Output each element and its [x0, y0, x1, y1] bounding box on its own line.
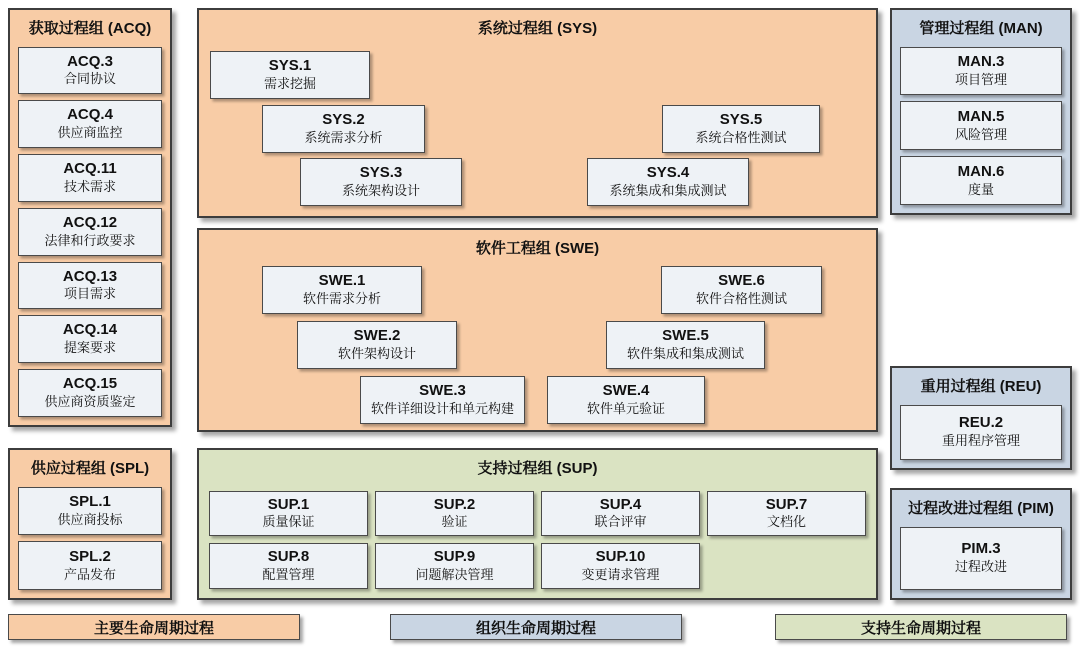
process-name: 系统合格性测试 — [695, 129, 787, 145]
legend-organizational-lifecycle: 组织生命周期过程 — [390, 614, 682, 640]
panel-sup — [197, 448, 878, 600]
process-pim-3 — [900, 527, 1062, 591]
process-code: SYS.1 — [268, 57, 312, 75]
process-swe-2 — [297, 321, 457, 369]
panel-swe — [197, 228, 878, 432]
process-code: SYS.3 — [359, 164, 403, 182]
process-code: ACQ.12 — [62, 213, 118, 231]
process-name: 系统需求分析 — [304, 129, 383, 145]
process-sys-4 — [587, 158, 749, 206]
process-code: SYS.4 — [646, 164, 690, 182]
process-code: SUP.10 — [595, 548, 646, 566]
process-code: SUP.9 — [433, 548, 476, 566]
process-code: ACQ.11 — [63, 160, 117, 178]
process-sup-8 — [209, 543, 368, 589]
process-spl-1 — [18, 487, 162, 536]
process-name: 供应商投标 — [57, 511, 123, 527]
process-code: SPL.2 — [69, 547, 111, 565]
process-name: 法律和行政要求 — [44, 232, 136, 248]
process-name: 提案要求 — [63, 340, 116, 356]
process-swe-3 — [360, 376, 525, 424]
panel-reu — [890, 366, 1072, 470]
process-code: PIM.3 — [961, 540, 1001, 558]
process-name: 文档化 — [766, 514, 806, 530]
process-sup-10 — [541, 543, 700, 589]
process-name: 产品发布 — [63, 566, 116, 582]
process-acq-14 — [18, 315, 162, 363]
process-name: 度量 — [967, 181, 994, 197]
process-code: ACQ.14 — [62, 321, 118, 339]
process-sup-9 — [375, 543, 534, 589]
process-code: SWE.3 — [419, 382, 466, 400]
process-name: 配置管理 — [262, 567, 315, 583]
process-name: 质量保证 — [262, 514, 315, 530]
panel-acq — [8, 8, 172, 427]
process-sys-5 — [662, 105, 820, 153]
process-code: SUP.7 — [765, 495, 808, 513]
process-code: ACQ.13 — [62, 267, 118, 285]
process-code: ACQ.3 — [67, 52, 113, 70]
process-swe-4 — [547, 376, 705, 424]
process-name: 技术需求 — [63, 178, 116, 194]
process-code: SWE.2 — [353, 327, 401, 345]
process-name: 供应商监控 — [57, 125, 123, 141]
process-man-5 — [900, 101, 1062, 150]
panel-acq-title: 获取过程组 (ACQ) — [28, 20, 152, 37]
process-code: SUP.1 — [267, 495, 310, 513]
process-code: SUP.8 — [267, 548, 310, 566]
process-name: 需求挖掘 — [263, 75, 316, 91]
process-code: SUP.2 — [433, 495, 476, 513]
sup-grid-empty-cell — [707, 543, 866, 589]
process-code: SWE.1 — [318, 272, 366, 290]
process-name: 软件集成和集成测试 — [626, 345, 744, 361]
process-acq-13 — [18, 262, 162, 310]
panel-spl — [8, 448, 172, 600]
process-name: 过程改进 — [954, 559, 1007, 575]
process-acq-4 — [18, 100, 162, 148]
process-code: ACQ.15 — [62, 375, 118, 393]
process-code: SPL.1 — [69, 493, 111, 511]
process-sup-1 — [209, 491, 368, 537]
process-swe-6 — [661, 266, 822, 314]
process-name: 变更请求管理 — [581, 567, 660, 583]
process-name: 供应商资质鉴定 — [44, 394, 136, 409]
process-name: 风险管理 — [954, 126, 1007, 142]
legend-supporting-lifecycle: 支持生命周期过程 — [775, 614, 1067, 640]
process-swe-5 — [606, 321, 765, 369]
process-sys-1 — [210, 51, 370, 99]
process-sup-4 — [541, 491, 700, 537]
process-acq-11 — [18, 154, 162, 202]
process-name: 软件架构设计 — [337, 345, 416, 361]
panel-pim-title: 过程改进过程组 (PIM) — [908, 500, 1054, 517]
process-acq-15 — [18, 369, 162, 417]
process-name: 联合评审 — [594, 514, 647, 530]
panel-swe-title: 软件工程组 (SWE) — [475, 240, 600, 257]
process-spl-2 — [18, 541, 162, 590]
process-name: 软件合格性测试 — [695, 290, 787, 306]
panel-sys-title: 系统过程组 (SYS) — [477, 20, 598, 37]
process-name: 项目管理 — [954, 71, 1007, 87]
process-code: MAN.5 — [957, 107, 1005, 125]
process-code: REU.2 — [958, 414, 1004, 432]
process-code: SWE.4 — [602, 382, 650, 400]
process-code: MAN.3 — [957, 53, 1005, 71]
process-name: 软件单元验证 — [586, 400, 665, 416]
process-name: 系统架构设计 — [341, 182, 420, 198]
panel-pim — [890, 488, 1072, 600]
panel-sys — [197, 8, 878, 218]
process-code: SYS.2 — [322, 111, 365, 129]
process-man-3 — [900, 47, 1062, 96]
panel-man-title: 管理过程组 (MAN) — [919, 20, 1043, 37]
process-name: 问题解决管理 — [415, 567, 494, 583]
process-swe-1 — [262, 266, 422, 314]
process-reu-2 — [900, 405, 1062, 461]
process-name: 重用程序管理 — [941, 433, 1020, 449]
process-sup-2 — [375, 491, 534, 537]
process-sup-7 — [707, 491, 866, 537]
process-code: SWE.6 — [718, 272, 765, 290]
process-sys-3 — [300, 158, 462, 206]
process-name: 系统集成和集成测试 — [609, 182, 727, 198]
process-acq-12 — [18, 208, 162, 256]
process-name: 软件详细设计和单元构建 — [370, 400, 514, 416]
process-name: 项目需求 — [63, 286, 116, 302]
panel-reu-title: 重用过程组 (REU) — [920, 378, 1042, 395]
sup-process-grid — [209, 491, 866, 590]
process-name: 合同协议 — [63, 71, 116, 87]
panel-spl-title: 供应过程组 (SPL) — [30, 460, 150, 477]
process-code: MAN.6 — [957, 162, 1005, 180]
panel-man — [890, 8, 1072, 215]
process-code: ACQ.4 — [67, 106, 113, 124]
process-name: 验证 — [441, 514, 468, 530]
process-man-6 — [900, 156, 1062, 205]
process-code: SUP.4 — [599, 495, 642, 513]
process-name: 软件需求分析 — [302, 290, 381, 306]
legend-primary-lifecycle: 主要生命周期过程 — [8, 614, 300, 640]
process-sys-2 — [262, 105, 425, 153]
panel-sup-title: 支持过程组 (SUP) — [477, 460, 598, 477]
process-code: SYS.5 — [719, 111, 763, 129]
process-acq-3 — [18, 47, 162, 95]
process-code: SWE.5 — [662, 327, 709, 345]
